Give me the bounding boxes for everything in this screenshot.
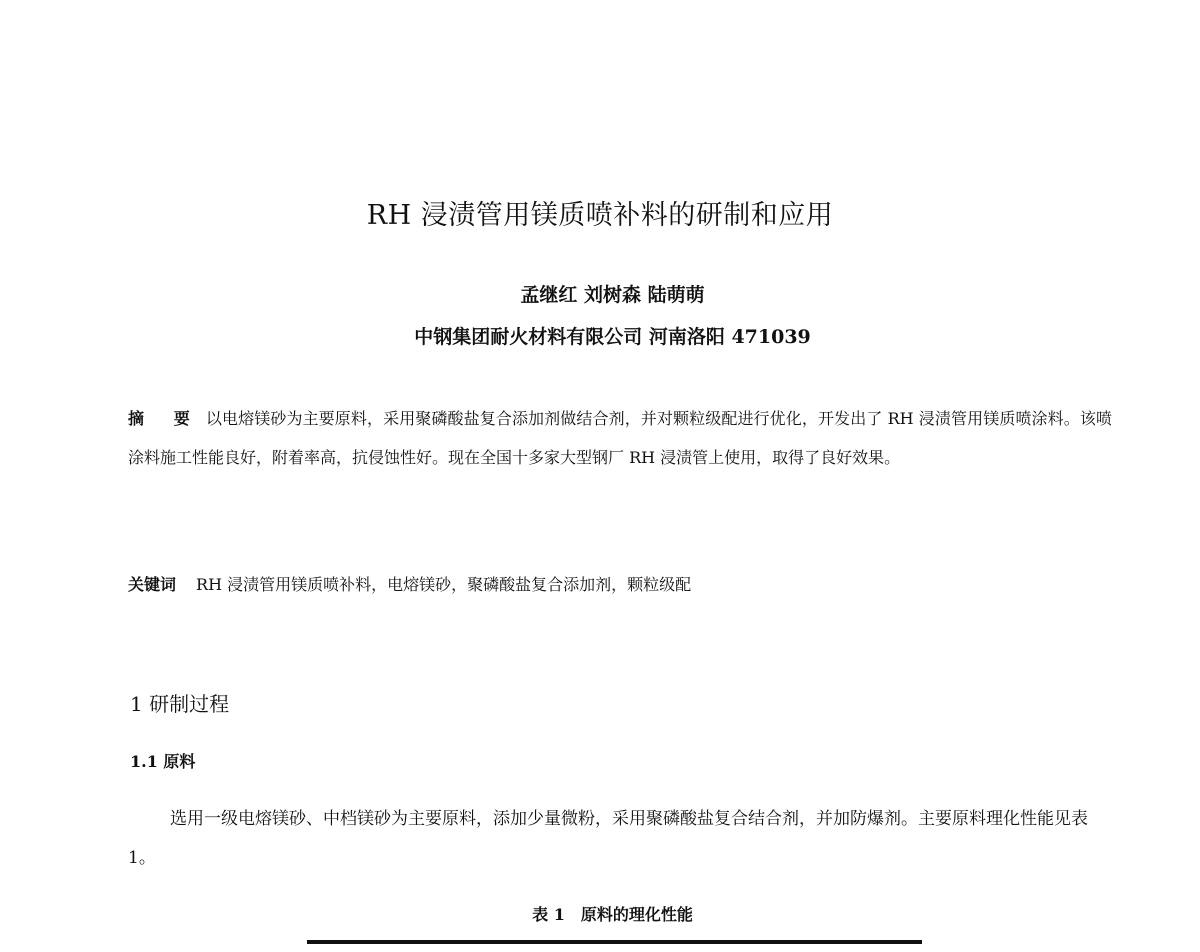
author-list: 孟继红 刘树森 陆萌萌 (520, 284, 705, 306)
paper-title: RH 浸渍管用镁质喷补料的研制和应用 (366, 200, 834, 231)
body-paragraph: 选用一级电熔镁砂、中档镁砂为主要原料，添加少量微粉，采用聚磷酸盐复合结合剂，并加防爆剂。主要原料理化性能见表 1。 (128, 809, 1088, 868)
abstract-block (128, 399, 1112, 477)
affiliation: 中钢集团耐火材料有限公司 河南洛阳 471039 (414, 326, 811, 348)
table-caption: 表 1 原料的理化性能 (532, 905, 693, 924)
section-heading: 1 研制过程 (130, 692, 230, 716)
table-top-rule (307, 940, 922, 944)
keywords-label: 关键词 (128, 575, 177, 594)
keywords-text: RH 浸渍管用镁质喷补料，电熔镁砂，聚磷酸盐复合添加剂，颗粒级配 (196, 575, 692, 594)
abstract-label: 摘 要 (128, 409, 202, 428)
abstract-text: 以电熔镁砂为主要原料，采用聚磷酸盐复合添加剂做结合剂，并对颗粒级配进行优化，开发出了 RH 浸渍管用镁质喷涂料。该喷涂料施工性能良好，附着率高，抗侵蚀性好。现在全国十多家大型钢厂 RH 浸渍管上使用，取得了良好效果。 (128, 409, 1112, 467)
keywords-block (128, 572, 691, 595)
subsection-heading: 1.1 原料 (130, 752, 196, 771)
